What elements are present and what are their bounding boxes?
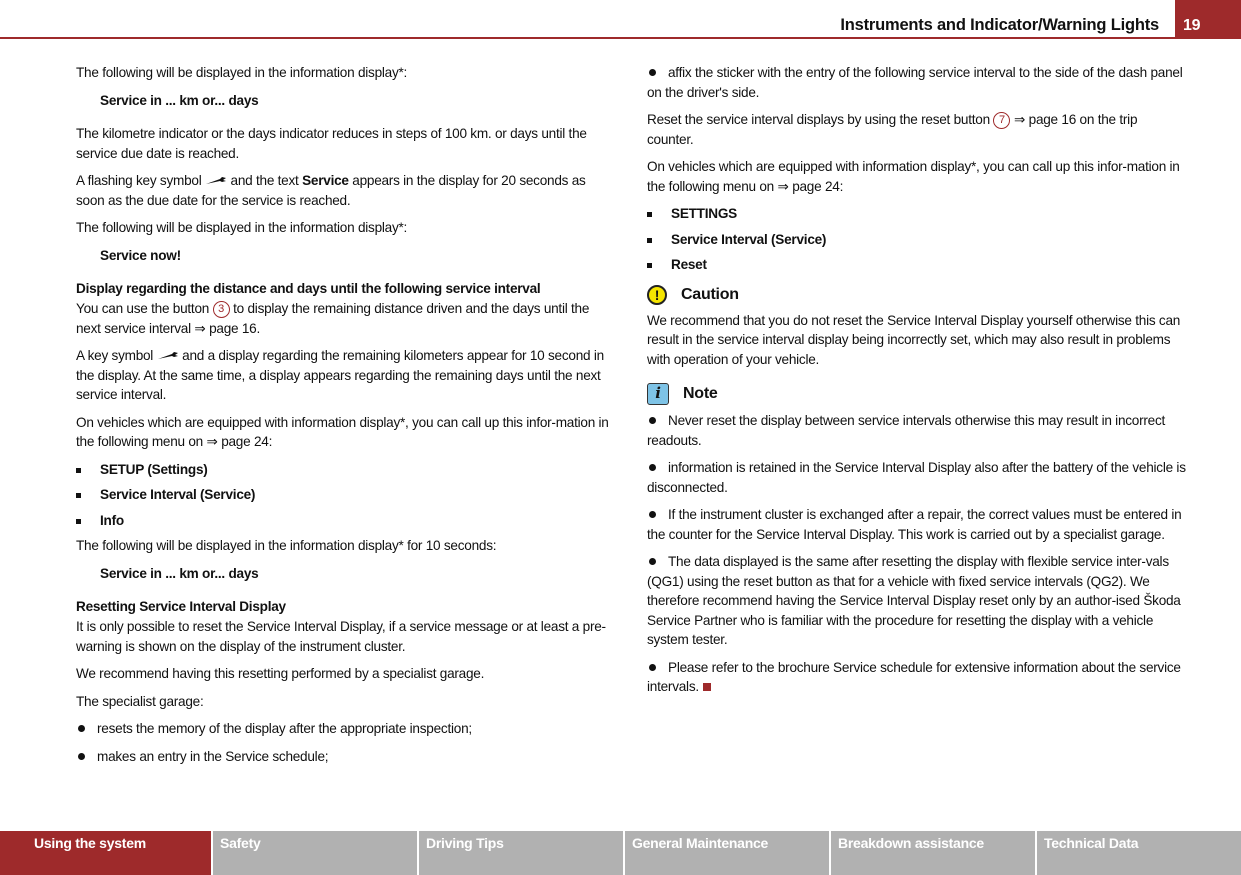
bullet-icon <box>649 511 656 518</box>
bullet-icon <box>78 753 85 760</box>
bullet-icon <box>649 69 656 76</box>
tab-breakdown-assistance[interactable]: Breakdown assistance <box>829 831 1035 875</box>
note-item <box>647 411 1187 450</box>
wrench-key-icon <box>205 177 227 185</box>
end-of-section-icon <box>703 683 711 691</box>
note-item <box>647 505 1187 544</box>
bullet-item <box>76 719 616 739</box>
tab-general-maintenance[interactable]: General Maintenance <box>623 831 829 875</box>
paragraph <box>76 299 616 338</box>
chapter-title: Instruments and Indicator/Warning Lights <box>840 16 1159 34</box>
left-column <box>76 63 616 774</box>
bullet-icon <box>649 464 656 471</box>
button-3-reference-icon: 3 <box>213 301 230 318</box>
text: A key symbol <box>76 348 157 363</box>
caution-text: We recommend that you do not reset the Service Interval Display yourself otherwise this can result in the service interval display being incorrectly set, which may also result in problems with operation of your vehicle. <box>647 312 1181 367</box>
note-header <box>647 383 1187 405</box>
text: resets the memory of the display after the appropriate inspection; <box>97 721 472 736</box>
text: information is retained in the Service Interval Display also after the battery of the vehicle is disconnected. <box>647 460 1186 495</box>
chapter-tabs <box>0 831 1241 875</box>
button-7-reference-icon: 7 <box>993 112 1010 129</box>
display-text: Service in ... km or... days <box>100 565 259 581</box>
menu-item: SETTINGS <box>647 204 1187 224</box>
caution-header <box>647 285 1187 305</box>
paragraph: We recommend having this resetting performed by a specialist garage. <box>76 666 485 681</box>
paragraph: The specialist garage: <box>76 693 204 709</box>
text: If the instrument cluster is exchanged after a repair, the correct values must be entered in the counter for the Service Interval Display. This work is carried out by a specialist garage. <box>647 507 1182 542</box>
caution-label: Caution <box>681 285 739 303</box>
paragraph <box>76 346 616 405</box>
display-text: Service in ... km or... days <box>100 92 259 108</box>
text: makes an entry in the Service schedule; <box>97 748 329 764</box>
menu-item: Info <box>76 511 616 531</box>
menu-item: Reset <box>647 255 1187 275</box>
tab-technical-data[interactable]: Technical Data <box>1035 831 1241 875</box>
note-item <box>647 552 1187 650</box>
bullet-item <box>647 63 1187 102</box>
caution-icon: ! <box>647 285 667 305</box>
display-text: Service now! <box>100 247 181 263</box>
text: Please refer to the brochure Service schedule for extensive information about the service intervals. <box>647 659 1181 694</box>
paragraph: On vehicles which are equipped with information display*, you can call up this infor-mation in the following menu on ⇒ page 24: <box>76 414 609 449</box>
text: and the text <box>227 173 303 188</box>
paragraph <box>76 171 616 210</box>
text: Never reset the display between service intervals otherwise this may result in incorrect readouts. <box>647 413 1166 448</box>
right-column <box>647 63 1187 705</box>
info-icon: i <box>647 383 669 405</box>
text: and a display regarding the remaining kilometers appear for 10 second in the display. At the same time, a display appears regarding the remaining days until the next service interval. <box>76 348 604 402</box>
bullet-item <box>76 747 616 767</box>
note-item <box>647 458 1187 497</box>
section-heading: Resetting Service Interval Display <box>76 599 286 614</box>
tab-driving-tips[interactable]: Driving Tips <box>417 831 623 875</box>
paragraph: The following will be displayed in the information display*: <box>76 220 408 235</box>
bullet-icon <box>649 664 656 671</box>
text: You can use the button <box>76 301 213 316</box>
paragraph <box>647 110 1187 149</box>
text: The data displayed is the same after resetting the display with flexible service inter-vals (QG1) using the reset button as that for a vehicle with fixed service intervals (QG2). We therefore recommend having the Service Interval Display reset only by an author-ised Škoda Service Partner who is familiar with the procedure for resetting the display with a vehicle system tester. <box>647 554 1181 647</box>
menu-item: Service Interval (Service) <box>647 230 1187 250</box>
bullet-icon <box>649 558 656 565</box>
tab-using-the-system[interactable]: Using the system <box>0 831 211 875</box>
text: Reset the service interval displays by using the reset button <box>647 112 994 127</box>
text: affix the sticker with the entry of the following service interval to the side of the dash panel on the driver's side. <box>647 65 1183 100</box>
text: ⇒ page 16 on the trip counter. <box>647 112 1138 147</box>
wrench-key-icon <box>157 352 179 360</box>
section-heading: Display regarding the distance and days until the following service interval <box>76 281 541 296</box>
text: Service <box>302 173 349 188</box>
menu-item: Service Interval (Service) <box>76 485 616 505</box>
bullet-icon <box>78 725 85 732</box>
paragraph: The kilometre indicator or the days indicator reduces in steps of 100 km. or days until the service due date is reached. <box>76 126 587 161</box>
paragraph: It is only possible to reset the Service Interval Display, if a service message or at least a pre-warning is shown on the display of the instrument cluster. <box>76 619 606 654</box>
paragraph: On vehicles which are equipped with information display*, you can call up this infor-mation in the following menu on ⇒ page 24: <box>647 159 1180 194</box>
menu-item: SETUP (Settings) <box>76 460 616 480</box>
tab-safety[interactable]: Safety <box>211 831 417 875</box>
paragraph: The following will be displayed in the information display* for 10 seconds: <box>76 538 497 553</box>
note-label: Note <box>683 385 718 402</box>
page-number: 19 <box>1175 0 1241 39</box>
paragraph: The following will be displayed in the information display*: <box>76 65 408 80</box>
note-item <box>647 658 1187 697</box>
text: to display the remaining distance driven and the days until the next service interval ⇒ page 16. <box>76 301 590 336</box>
header-rule <box>0 37 1175 39</box>
text: A flashing key symbol <box>76 173 205 188</box>
bullet-icon <box>649 417 656 424</box>
text: appears in the display for 20 seconds as soon as the due date for the service is reached. <box>76 173 586 208</box>
